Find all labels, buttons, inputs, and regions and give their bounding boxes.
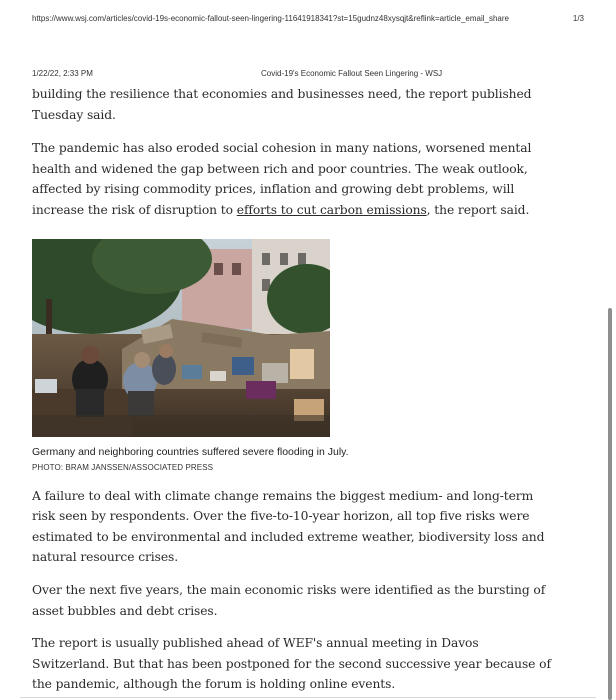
photo-credit: PHOTO: BRAM JANSSEN/ASSOCIATED PRESS — [32, 462, 214, 472]
paragraph-2 — [32, 138, 552, 220]
flood-photo — [32, 239, 330, 437]
page-number: 1/3 — [572, 14, 584, 23]
photo-caption: Germany and neighboring countries suffered severe flooding in July. — [32, 445, 349, 458]
paragraph-5: The report is usually published ahead of WEF's annual meeting in Davos Switzerland. But that has been postponed for the second successive year because of the pandemic, although the forum is holding online events. — [32, 636, 551, 692]
document-title: Covid-19's Economic Fallout Seen Lingering - WSJ — [261, 69, 443, 78]
print-header — [32, 14, 602, 28]
bottom-divider — [20, 697, 596, 698]
paragraph-3: A failure to deal with climate change remains the biggest medium- and long-term risk seen by respondents. Over the five-to-10-year horizon, all top five risks were estimated to be environmental and included extreme weather, biodiversity loss and natural resource crises. — [32, 488, 545, 565]
print-date-time: 1/22/22, 2:33 PM — [32, 69, 93, 78]
print-url: https://www.wsj.com/articles/covid-19s-economic-fallout-seen-lingering-11641918341?st=15gudnz48xysqjt&reflink=article_email_share — [32, 14, 509, 23]
paragraph-1: building the resilience that economies and businesses need, the report published Tuesday said. — [32, 87, 532, 122]
article-body — [32, 84, 552, 695]
page-meta — [32, 69, 576, 81]
scrollbar-thumb[interactable] — [608, 308, 612, 700]
paragraph-2-text: The pandemic has also eroded social cohesion in many nations, worsened mental health and widened the gap between rich and poor countries. The weak outlook, affected by rising commodity prices, inflation and growing debt problems, will increase the risk of disruption to — [32, 141, 532, 217]
paragraph-4: Over the next five years, the main economic risks were identified as the bursting of asset bubbles and debt crises. — [32, 582, 546, 618]
paragraph-2-end: , the report said. — [426, 202, 530, 217]
carbon-emissions-link[interactable]: efforts to cut carbon emissions — [236, 202, 427, 217]
